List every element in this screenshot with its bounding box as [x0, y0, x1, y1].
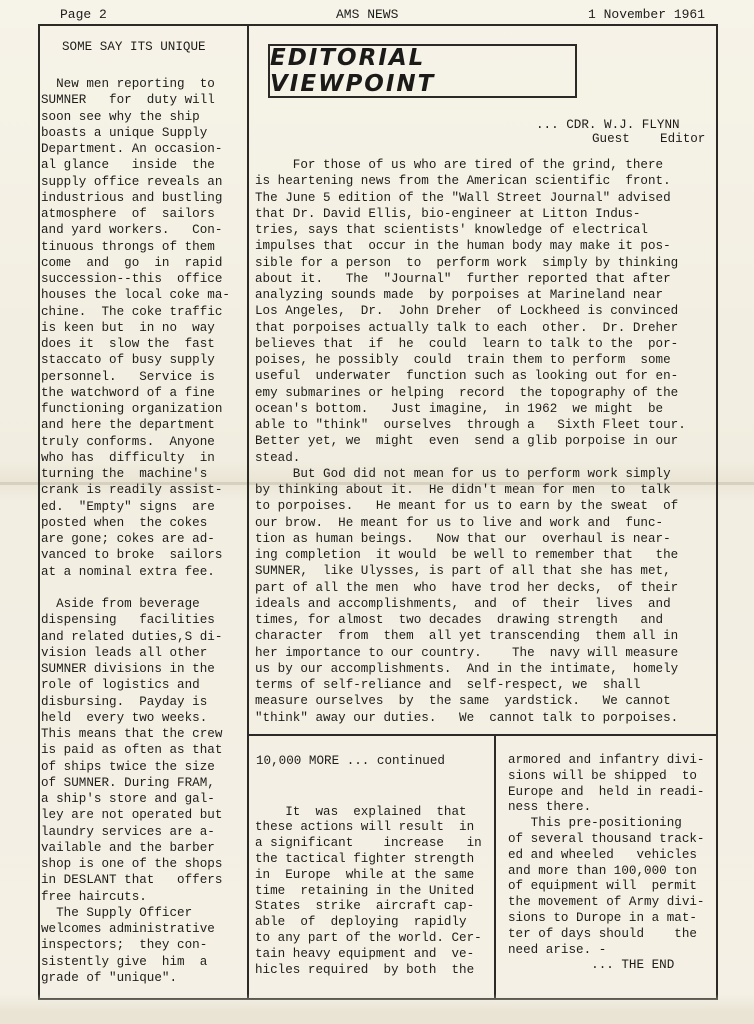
text-line: laundry services are a- [41, 824, 215, 839]
left-border [38, 24, 40, 1000]
text-line: believes that if he could learn to talk to the por- [255, 336, 679, 351]
text-line: SUMNER for duty will [41, 93, 215, 108]
issue-date: 1 November 1961 [588, 7, 706, 22]
text-line: free haircuts. [41, 889, 147, 904]
text-line: Better yet, we might even send a glib porpoise in our [255, 434, 679, 449]
text-line: is paid as often as that [41, 743, 223, 758]
text-line: need arise. - [508, 942, 607, 957]
page-number: Page 2 [60, 7, 107, 22]
text-line: impulses that occur in the human body may make it pos- [255, 239, 671, 254]
text-line: industrious and bustling [41, 190, 223, 205]
text-line: For those of us who are tired of the grind, there [255, 158, 664, 172]
continued-left-body [255, 773, 482, 978]
text-line: disbursing. Payday is [41, 694, 208, 709]
text-line: is heartening news from the American scientific front. [255, 174, 671, 189]
text-line: shop is one of the shops [41, 857, 223, 871]
text-line: tries, says that scientists' knowledge of electrical [255, 223, 648, 237]
text-line: her importance to our country. The navy will measure [255, 645, 679, 660]
byline-name: ... CDR. W.J. FLYNN [536, 118, 680, 132]
text-line: Department. An occasion- [41, 142, 223, 156]
text-line: ideals and accomplishments, and of their lives and [255, 596, 671, 611]
text-line: held every two weeks. [41, 710, 208, 725]
text-line: the tactical fighter strength [255, 851, 475, 866]
header-rule [38, 24, 718, 26]
text-line: that porpoises actually talk to each other. Dr. Dreher [255, 320, 679, 335]
text-line: succession--this office [41, 272, 223, 286]
text-line: to any part of the world. Cer- [255, 930, 482, 945]
text-line: emy submarines or helping record the topography of the [255, 385, 679, 400]
text-line: tion as human beings. Now that our overhaul is near- [255, 531, 671, 546]
editorial-heading: EDITORIAL VIEWPOINT [270, 45, 436, 97]
paper-edge [0, 994, 754, 1024]
editorial-heading-box [268, 44, 577, 98]
text-line: and yard workers. Con- [41, 223, 223, 238]
text-line: chine. The coke traffic [41, 304, 223, 319]
text-line: It was explained that [255, 804, 467, 819]
text-line: turning the machine's [41, 467, 208, 481]
text-line: useful underwater function such as looking out for en- [255, 369, 679, 384]
continued-divider [494, 734, 496, 1000]
text-line: is keen but in no way [41, 320, 215, 335]
text-line: tinuous throngs of them [41, 239, 215, 254]
text-line: staccato of busy supply [41, 353, 215, 368]
text-line: times, for almost two decades drawing strength and [255, 613, 664, 627]
text-line: at a nominal extra fee. [41, 564, 215, 579]
text-line: boasts a unique Supply [41, 125, 208, 140]
text-line: crank is readily assist- [41, 483, 223, 498]
left-column-body [41, 76, 230, 986]
text-line: vision leads all other [41, 645, 208, 660]
text-line: supply office reveals an [41, 174, 223, 189]
text-line: sistently give him a [41, 954, 208, 969]
continued-right-body [508, 753, 705, 974]
text-line: houses the local coke ma- [41, 288, 230, 303]
text-line: vanced to broke sailors [41, 548, 223, 563]
text-line: truly conforms. Anyone [41, 434, 215, 449]
text-line: of SUMNER. During FRAM, [41, 775, 215, 790]
text-line: grade of "unique". [41, 970, 178, 985]
text-line: armored and infantry divi- [508, 753, 705, 767]
text-line: ocean's bottom. Just imagine, in 1962 we might be [255, 401, 664, 416]
text-line: character from them all yet transcending them all in [255, 629, 679, 644]
text-line: able to "think" ourselves through a Sixth Fleet tour. [255, 418, 686, 432]
text-line: ed and wheeled vehicles [508, 847, 697, 862]
text-line: in DESLANT that offers [41, 873, 223, 888]
text-line: Aside from beverage [41, 597, 200, 611]
text-line: these actions will result in [255, 820, 475, 835]
text-line [255, 773, 482, 789]
text-line: terms of self-reliance and self-respect, we shall [255, 678, 641, 692]
text-line: a significant increase in [255, 836, 482, 851]
text-line: who has difficulty in [41, 450, 215, 465]
editorial-body [255, 157, 686, 726]
text-line: that Dr. David Ellis, bio-engineer at Litton Indus- [255, 206, 641, 221]
text-line: But God did not mean for us to perform work simply [255, 466, 671, 481]
text-line: Europe and held in readi- [508, 784, 705, 799]
text-line [41, 580, 230, 596]
text-line: us by our accomplishments. And in the intimate, homely [255, 661, 679, 676]
text-line: The Supply Officer [41, 905, 193, 920]
text-line: in Europe while at the same [255, 867, 475, 882]
text-line: role of logistics and [41, 678, 200, 693]
text-line: functioning organization [41, 402, 223, 416]
text-line: ter of days should the [508, 926, 697, 941]
text-line: time retaining in the United [255, 883, 475, 898]
column-divider [247, 24, 249, 1000]
text-line: does it slow the fast [41, 337, 215, 351]
text-line [255, 789, 482, 805]
text-line: poises, he possibly could train them to perform some [255, 353, 671, 367]
text-line: analyzing sounds made by porpoises at Marineland near [255, 288, 664, 302]
text-line: sions to Durope in a mat- [508, 910, 697, 925]
text-line: This pre-positioning [508, 816, 682, 831]
text-line: ness there. [508, 800, 592, 815]
text-line: measure ourselves by the same yardstick. We cannot [255, 694, 671, 709]
publication-title: AMS NEWS [336, 7, 399, 22]
text-line: ed. "Empty" signs are [41, 499, 215, 514]
text-line: welcomes administrative [41, 922, 215, 936]
text-line: and here the department [41, 418, 215, 433]
text-line: "think" away our duties. We cannot talk to porpoises. [255, 710, 679, 725]
text-line: States strike aircraft cap- [255, 899, 475, 914]
continued-title: 10,000 MORE ... continued [256, 754, 445, 768]
text-line: tain heavy equipment and ve- [255, 946, 475, 961]
text-line: of equipment will permit [508, 879, 697, 894]
text-line: by thinking about it. He didn't mean for men to talk [255, 483, 671, 497]
text-line: sions will be shipped to [508, 768, 697, 783]
text-line: atmosphere of sailors [41, 207, 215, 221]
text-line: al glance inside the [41, 158, 215, 173]
text-line: Los Angeles, Dr. John Dreher of Lockheed is convinced [255, 304, 679, 319]
text-line: and related duties,S di- [41, 629, 223, 644]
text-line: about it. The "Journal" further reported that after [255, 271, 671, 286]
text-line: vailable and the barber [41, 840, 215, 855]
text-line: of several thousand track- [508, 831, 705, 846]
text-line: of ships twice the size [41, 759, 215, 774]
text-line: ley are not operated but [41, 808, 223, 823]
text-line: soon see why the ship [41, 109, 200, 124]
text-line: SUMNER divisions in the [41, 662, 215, 676]
byline-role: Guest Editor [592, 132, 706, 146]
text-line: SUMNER, like Ulysses, is part of all that she has met, [255, 564, 671, 579]
text-line: and more than 100,000 ton [508, 863, 697, 878]
text-line: New men reporting to [41, 77, 215, 91]
editorial-bottom-rule [247, 734, 717, 736]
text-line: dispensing facilities [41, 613, 215, 628]
text-line: hicles required by both the [255, 962, 475, 977]
text-line: This means that the crew [41, 727, 223, 741]
text-line: able of deploying rapidly [255, 915, 467, 930]
right-border [716, 24, 718, 1000]
text-line: the watchword of a fine [41, 385, 215, 400]
text-line: posted when the cokes [41, 515, 208, 530]
text-line: a ship's store and gal- [41, 792, 215, 806]
text-line: ... THE END [508, 958, 675, 973]
text-line: come and go in rapid [41, 255, 223, 270]
text-line: stead. [255, 450, 301, 465]
text-line: personnel. Service is [41, 369, 215, 384]
text-line: are gone; cokes are ad- [41, 532, 215, 546]
left-column-title: SOME SAY ITS UNIQUE [62, 40, 206, 54]
text-line: to porpoises. He meant for us to earn by the sweat of [255, 499, 679, 514]
text-line: our brow. He meant for us to live and work and func- [255, 515, 664, 530]
text-line: sible for a person to perform work simply by thinking [255, 255, 679, 270]
text-line: The June 5 edition of the "Wall Street Journal" advised [255, 190, 671, 205]
text-line: inspectors; they con- [41, 938, 208, 953]
text-line: part of all the men who have trod her decks, of their [255, 580, 679, 595]
text-line: ing completion it would be well to remember that the [255, 548, 679, 562]
text-line: the movement of Army divi- [508, 895, 705, 910]
